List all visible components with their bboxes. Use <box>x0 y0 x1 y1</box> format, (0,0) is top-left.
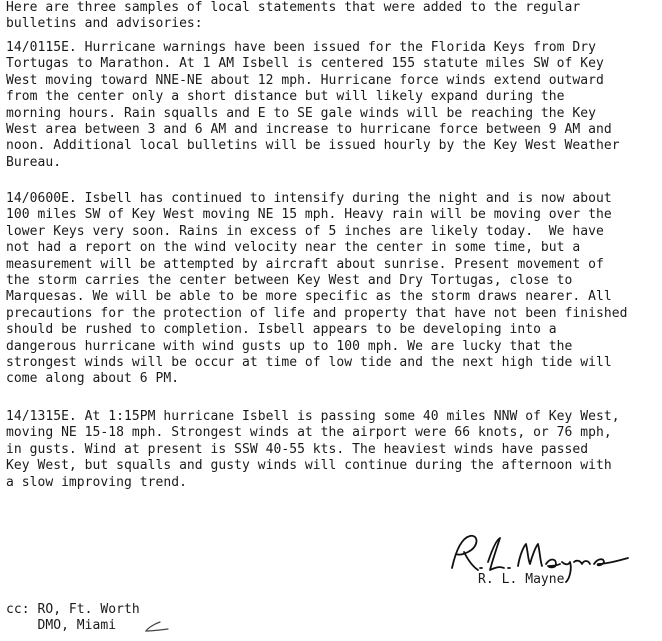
bulletin-paragraph-0115: 14/0115E. Hurricane warnings have been issued for the Florida Keys from Dry Tortugas to Marathon. At 1 AM Isbell is centered 155 statute miles SW of Key West moving toward NNE-NE about 12 mph. Hurricane force winds extend outward from the center only a short distance but will likely expand during the morning hours. Rain squalls and E to SE gale winds will be reaching the Key West area between 3 and 6 AM and increase to hurricane force between 9 AM and noon. Additional local bulletins will be issued hourly by the Key West Weather Bureau. <box>6 40 620 170</box>
bulletin-paragraph-0600: 14/0600E. Isbell has continued to intensify during the night and is now about 100 miles SW of Key West moving NE 15 mph. Heavy rain will be moving over the lower Keys very soon. Rains in excess of 5 inches are likely today. We have not had a report on the wind velocity near the center in some time, but a measurement will be attempted by aircraft about sunrise. Present movement of the storm carries the center between Key West and Dry Tortugas, close to Marquesas. We will be able to be more specific as the storm draws nearer. All precautions for the protection of life and property that have not been finished should be rushed to completion. Isbell appears to be developing into a dangerous hurricane with wind gusts up to 100 mph. We are lucky that the strongest winds will be occur at time of low tide and the next high tide will come along about 6 PM. <box>6 191 628 387</box>
intro-text: Here are three samples of local statements that were added to the regular bulletins and advisories: <box>6 0 581 32</box>
stray-pen-mark <box>142 620 172 634</box>
signer-name: R. L. Mayne <box>478 572 565 587</box>
bulletin-paragraph-1315: 14/1315E. At 1:15PM hurricane Isbell is passing some 40 miles NNW of Key West, moving NE 15-18 mph. Strongest winds at the airport were 66 knots, or 76 mph, in gusts. Wind at present is SSW 40-55 kts. The heaviest winds have passed Key West, but squalls and gusty winds will continue during the afternoon with a slow improving trend. <box>6 409 620 490</box>
cc-line: cc: RO, Ft. Worth DMO, Miami <box>6 602 140 634</box>
